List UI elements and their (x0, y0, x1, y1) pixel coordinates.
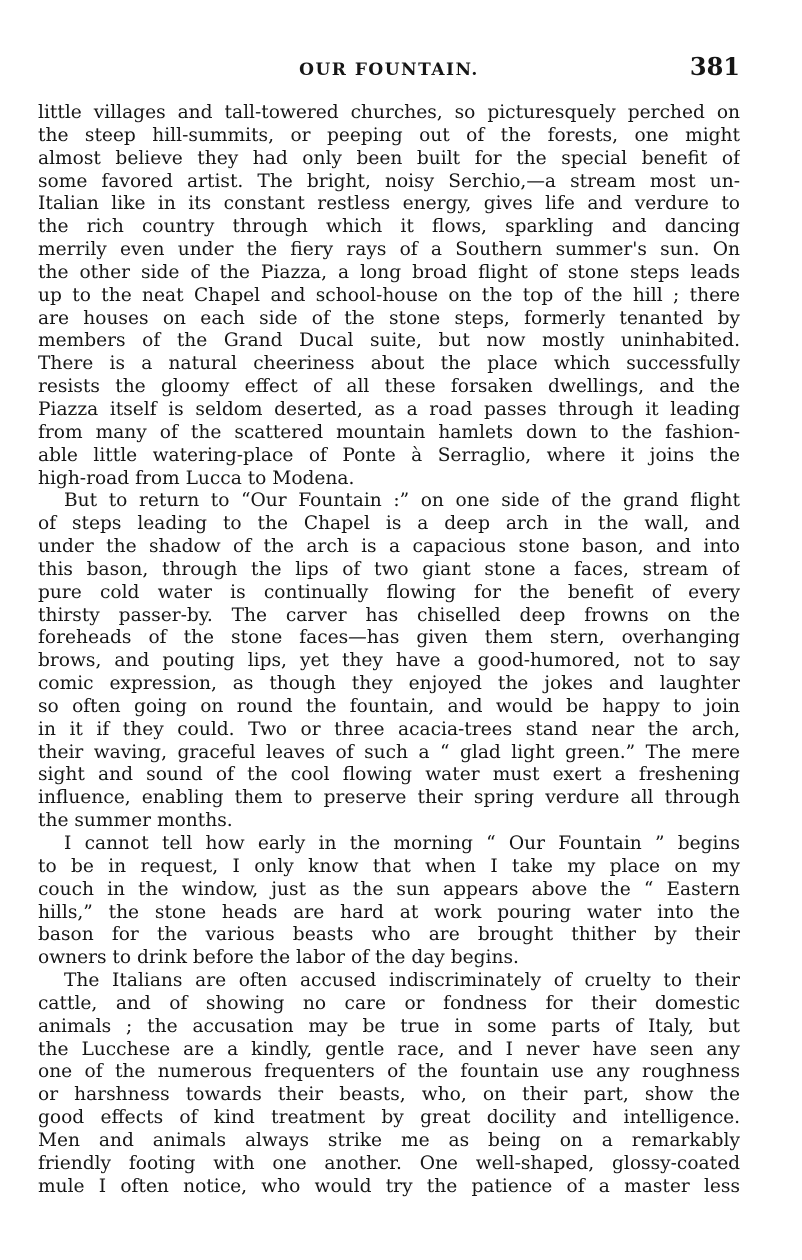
text-line: There is a natural cheeriness about the place which successfully (38, 353, 740, 375)
text-line: But to return to “Our Fountain :” on one side of the grand flight (64, 490, 740, 512)
text-line: influence, enabling them to preserve their spring verdure all through (38, 787, 740, 809)
text-line: up to the neat Chapel and school-house on the top of the hill ; there (38, 284, 740, 306)
running-title: OUR FOUNTAIN. (299, 60, 479, 80)
text-line: the summer months. (38, 810, 233, 832)
text-line: comic expression, as though they enjoyed the jokes and laughter (38, 673, 740, 695)
text-line: mule I often notice, who would try the patience of a master less (38, 1175, 740, 1197)
text-line: Men and animals always strike me as being on a remarkably (38, 1129, 740, 1151)
text-line: high-road from Lucca to Modena. (38, 467, 355, 489)
text-line: so often going on round the fountain, and would be happy to join (38, 695, 740, 717)
text-line: animals ; the accusation may be true in some parts of Italy, but (38, 1015, 740, 1037)
text-line: bason for the various beasts who are brought thither by their (38, 924, 740, 946)
text-line: hills,” the stone heads are hard at work pouring water into the (38, 901, 740, 923)
text-line: the other side of the Piazza, a long broad flight of stone steps leads (38, 261, 740, 283)
text-line: from many of the scattered mountain hamlets down to the fashion- (38, 421, 740, 443)
body-text (38, 102, 740, 1199)
text-line: in it if they could. Two or three acacia-trees stand near the arch, (38, 718, 740, 740)
text-line: sight and sound of the cool flowing water must exert a freshening (38, 764, 740, 786)
text-line: thirsty passer-by. The carver has chiselled deep frowns on the (38, 604, 740, 626)
text-line: resists the gloomy effect of all these forsaken dwellings, and the (38, 376, 740, 398)
text-line: friendly footing with one another. One well-shaped, glossy-coated (38, 1152, 740, 1174)
text-line: able little watering-place of Ponte à Serraglio, where it joins the (38, 444, 740, 466)
text-line: Piazza itself is seldom deserted, as a road passes through it leading (38, 398, 740, 420)
text-line: their waving, graceful leaves of such a “ glad light green.” The mere (38, 741, 740, 763)
text-line: one of the numerous frequenters of the fountain use any roughness (38, 1061, 740, 1083)
text-line: good effects of kind treatment by great docility and intelligence. (38, 1107, 740, 1129)
text-line: owners to drink before the labor of the day begins. (38, 947, 519, 969)
text-line: the steep hill-summits, or peeping out of the forests, one might (38, 124, 740, 146)
text-line: of steps leading to the Chapel is a deep arch in the wall, and (38, 513, 740, 535)
text-line: merrily even under the fiery rays of a Southern summer's sun. On (38, 239, 740, 261)
text-line: to be in request, I only know that when I take my place on my (38, 855, 740, 877)
text-line: are houses on each side of the stone steps, formerly tenanted by (38, 307, 740, 329)
text-line: this bason, through the lips of two giant stone a faces, stream of (38, 558, 740, 580)
text-line: Italian like in its constant restless energy, gives life and verdure to (38, 193, 740, 215)
text-line: the rich country through which it flows, sparkling and dancing (38, 216, 740, 238)
text-line: members of the Grand Ducal suite, but now mostly uninhabited. (38, 330, 740, 352)
text-line: little villages and tall-towered churches, so picturesquely perched on (38, 102, 740, 123)
text-line: I cannot tell how early in the morning “ Our Fountain ” begins (64, 833, 740, 854)
text-line: or harshness towards their beasts, who, on their part, show the (38, 1084, 740, 1106)
text-line: the Lucchese are a kindly, gentle race, and I never have seen any (38, 1038, 740, 1060)
page-number: 381 (689, 52, 740, 81)
text-line: brows, and pouting lips, yet they have a good-humored, not to say (38, 650, 740, 672)
text-line: couch in the window, just as the sun appears above the “ Eastern (38, 878, 740, 900)
text-line: The Italians are often accused indiscriminately of cruelty to their (64, 970, 740, 992)
text-line: foreheads of the stone faces—has given them stern, overhanging (38, 627, 740, 649)
text-line: some favored artist. The bright, noisy Serchio,—a stream most un- (38, 170, 740, 192)
text-line: pure cold water is continually flowing for the benefit of every (38, 581, 740, 603)
running-head (38, 52, 740, 88)
text-line: cattle, and of showing no care or fondness for their domestic (38, 992, 740, 1014)
text-line: under the shadow of the arch is a capacious stone bason, and into (38, 536, 740, 558)
text-line: almost believe they had only been built for the special benefit of (38, 147, 740, 169)
